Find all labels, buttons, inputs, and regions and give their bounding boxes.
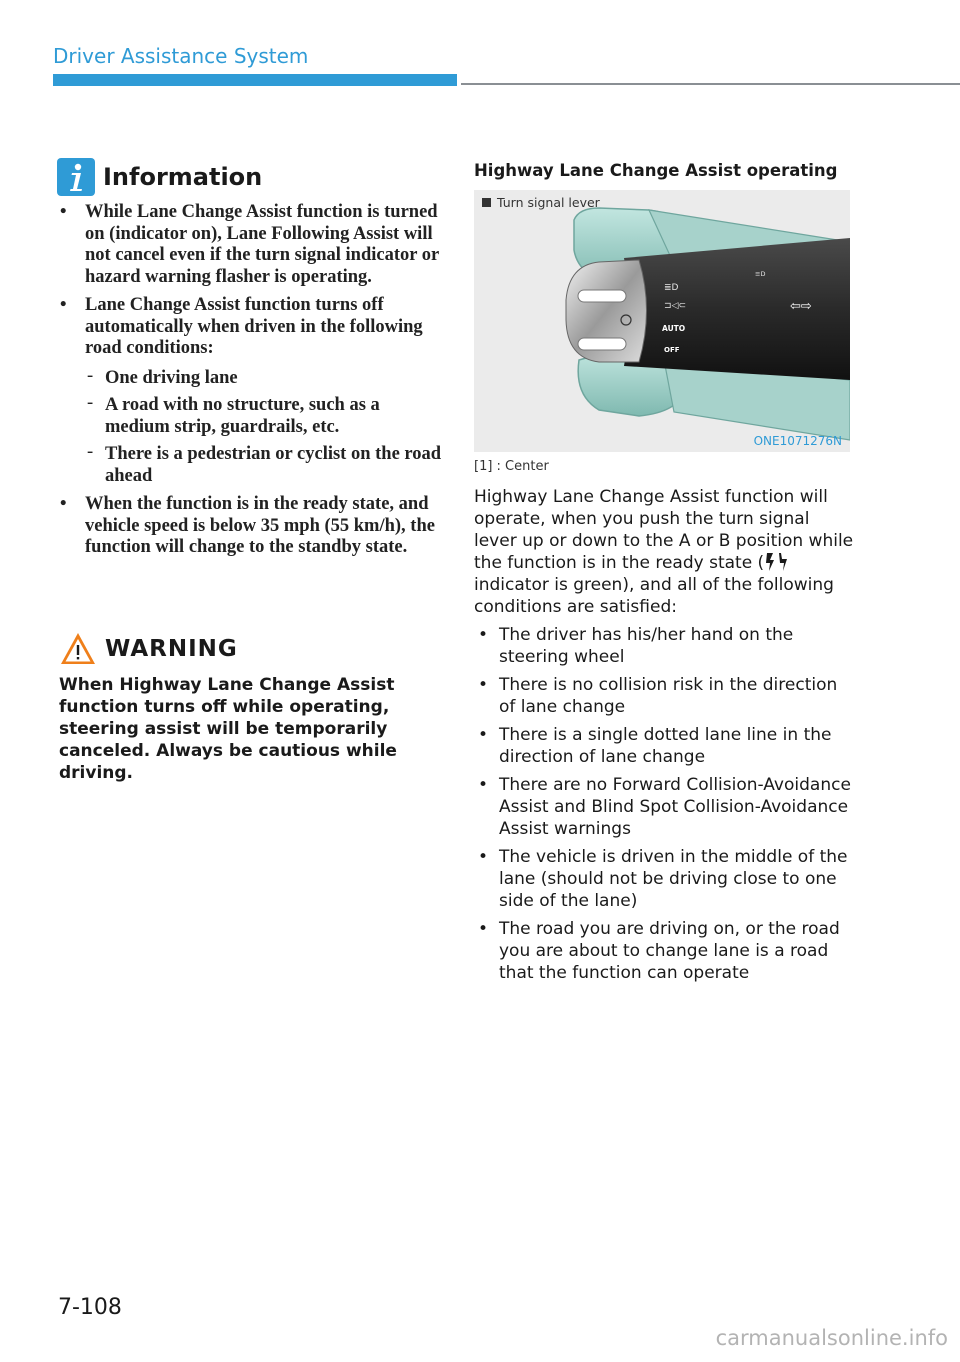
header-rule-accent — [53, 74, 457, 86]
info-icon — [57, 158, 95, 196]
warning-triangle-icon — [59, 631, 97, 667]
sub-list-item: - A road with no structure, such as a medium strip, guardrails, etc. — [85, 395, 447, 438]
sub-list-item: - There is a pedestrian or cyclist on the road ahead — [85, 444, 447, 487]
warning-header — [59, 631, 238, 667]
operating-heading: Highway Lane Change Assist operating — [474, 161, 838, 180]
svg-text:⇦⇨: ⇦⇨ — [790, 299, 812, 314]
list-item: • There is a single dotted lane line in the direction of lane change — [474, 724, 856, 768]
list-item: • There are no Forward Collision-Avoidance Assist and Blind Spot Collision-Avoidance Assist warnings — [474, 774, 856, 840]
lever-illustration — [474, 190, 850, 452]
turn-signal-lever-figure — [474, 190, 850, 452]
list-item: • The vehicle is driven in the middle of the lane (should not be driving close to one side of the lane) — [474, 846, 856, 912]
caption-square-icon — [482, 198, 491, 207]
list-item: • There is no collision risk in the direction of lane change — [474, 674, 856, 718]
watermark: carmanualsonline.info — [715, 1326, 948, 1350]
warning-text: When Highway Lane Change Assist function turns off while operating, steering assist will be temporarily canceled. Always be cautious while driving. — [59, 675, 397, 783]
information-header — [57, 158, 262, 196]
svg-text:≣D: ≣D — [664, 283, 679, 293]
list-item: • The driver has his/her hand on the steering wheel — [474, 624, 856, 668]
sub-list — [85, 368, 447, 488]
warning-title: WARNING — [105, 636, 238, 662]
list-item: • While Lane Change Assist function is turned on (indicator on), Lane Following Assist will not cancel even if the turn signal indicator or hazard warning flasher is operating. — [57, 202, 447, 288]
list-item: • The road you are driving on, or the road you are about to change lane is a road that the function can operate — [474, 918, 856, 984]
figure-legend: [1] : Center — [474, 459, 549, 474]
list-item: • When the function is in the ready state, and vehicle speed is below 35 mph (55 km/h), the function will change to the standby state. — [57, 494, 447, 559]
figure-code: ONE1071276N — [753, 434, 842, 448]
information-title: Information — [103, 163, 263, 191]
section-title: Driver Assistance System — [53, 44, 309, 68]
figure-caption: Turn signal lever — [482, 195, 600, 210]
header-rule — [461, 83, 960, 85]
page-number: 7-108 — [58, 1295, 122, 1320]
lane-change-assist-icon — [764, 552, 790, 572]
sub-list-item: - One driving lane — [85, 368, 447, 390]
lever-label-auto: AUTO — [662, 324, 686, 333]
information-list — [57, 202, 447, 566]
svg-text:≡D: ≡D — [755, 270, 766, 278]
list-item: • Lane Change Assist function turns off automatically when driven in the following road conditions: - One driving lane - A road with no structure, such as a medium strip, guardrails, etc. - There is a pedestrian or cyclist on the road ahead — [57, 295, 447, 487]
operating-paragraph: Highway Lane Change Assist function will operate, when you push the turn signal lever up or down to the A or B position while the function is in the ready state ( indicator is green), and all of the following conditions are satisfied: — [474, 487, 854, 617]
conditions-list — [474, 624, 856, 990]
svg-text:⊐◁⊂: ⊐◁⊂ — [664, 301, 687, 311]
lever-label-off: OFF — [664, 346, 680, 354]
